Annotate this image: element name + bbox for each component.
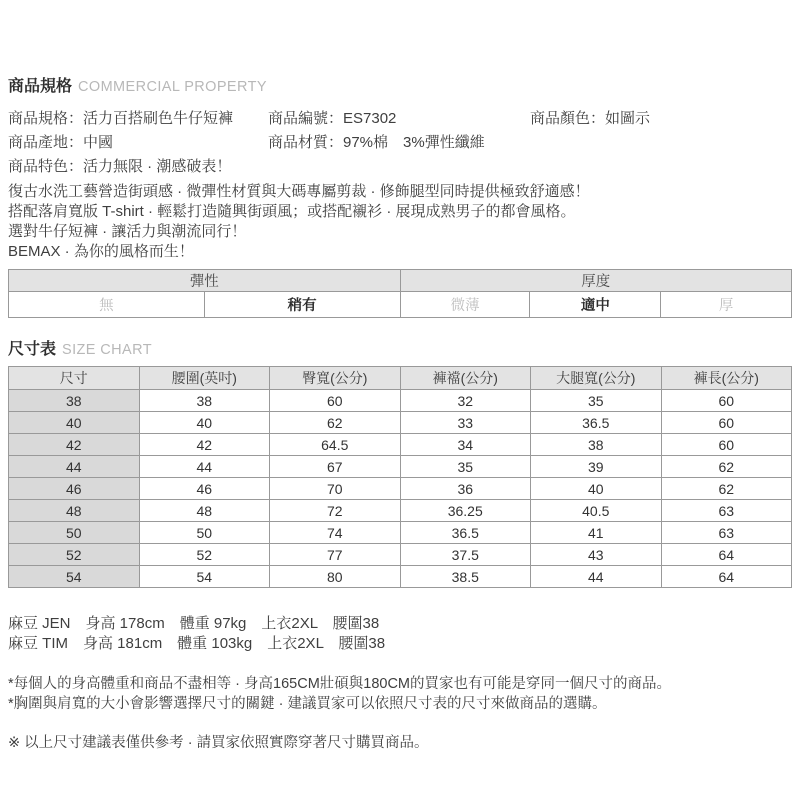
cell-size: 44 bbox=[9, 456, 140, 478]
elasticity-option-none: 無 bbox=[9, 292, 205, 318]
column-header-waist: 腰圍(英吋) bbox=[139, 367, 270, 390]
cell-length: 63 bbox=[661, 500, 792, 522]
cell-hip: 74 bbox=[270, 522, 401, 544]
cell-length: 60 bbox=[661, 390, 792, 412]
cell-size: 46 bbox=[9, 478, 140, 500]
cell-hip: 60 bbox=[270, 390, 401, 412]
model-info bbox=[8, 614, 792, 654]
size-row-44 bbox=[9, 456, 792, 478]
spec-product-origin: 商品產地：中國 bbox=[8, 133, 114, 151]
thickness-option-thin: 微薄 bbox=[400, 292, 530, 318]
cell-crotch: 36 bbox=[400, 478, 531, 500]
cell-size: 42 bbox=[9, 434, 140, 456]
cell-hip: 80 bbox=[270, 566, 401, 588]
attribute-header-row bbox=[9, 270, 792, 292]
cell-crotch: 33 bbox=[400, 412, 531, 434]
cell-thigh: 40.5 bbox=[531, 500, 662, 522]
cell-hip: 64.5 bbox=[270, 434, 401, 456]
section-title-zh: 商品規格 bbox=[8, 78, 73, 95]
cell-length: 60 bbox=[661, 412, 792, 434]
cell-thigh: 35 bbox=[531, 390, 662, 412]
size-row-52 bbox=[9, 544, 792, 566]
cell-length: 64 bbox=[661, 566, 792, 588]
cell-crotch: 36.25 bbox=[400, 500, 531, 522]
cell-size: 40 bbox=[9, 412, 140, 434]
cell-length: 62 bbox=[661, 478, 792, 500]
cell-hip: 72 bbox=[270, 500, 401, 522]
spec-product-color: 商品顏色：如圖示 bbox=[530, 109, 651, 127]
note-line: *每個人的身高體重和商品不盡相等 · 身高165CM壯碩與180CM的買家也有可能是穿同一個尺寸的商品。 bbox=[8, 676, 672, 692]
spec-product-material: 商品材質：97%棉 3%彈性纖維 bbox=[268, 133, 485, 151]
elasticity-header-cell: 彈性 bbox=[9, 270, 401, 292]
cell-length: 63 bbox=[661, 522, 792, 544]
spec-product-code: 商品編號：ES7302 bbox=[268, 109, 397, 127]
column-header-crotch: 褲襠(公分) bbox=[400, 367, 531, 390]
cell-length: 60 bbox=[661, 434, 792, 456]
cell-size: 48 bbox=[9, 500, 140, 522]
cell-crotch: 36.5 bbox=[400, 522, 531, 544]
cell-thigh: 36.5 bbox=[531, 412, 662, 434]
size-notes bbox=[8, 674, 792, 714]
cell-thigh: 39 bbox=[531, 456, 662, 478]
cell-waist: 50 bbox=[139, 522, 270, 544]
cell-waist: 42 bbox=[139, 434, 270, 456]
thickness-option-thick: 厚 bbox=[661, 292, 792, 318]
attribute-value-row bbox=[9, 292, 792, 318]
thickness-header-cell: 厚度 bbox=[400, 270, 792, 292]
cell-waist: 46 bbox=[139, 478, 270, 500]
cell-thigh: 44 bbox=[531, 566, 662, 588]
size-disclaimer: ※ 以上尺寸建議表僅供參考 · 請買家依照實際穿著尺寸購買商品。 bbox=[8, 735, 429, 751]
cell-hip: 77 bbox=[270, 544, 401, 566]
cell-waist: 54 bbox=[139, 566, 270, 588]
elasticity-option-slight: 稍有 bbox=[204, 292, 400, 318]
size-chart-title-zh: 尺寸表 bbox=[8, 341, 57, 358]
cell-crotch: 37.5 bbox=[400, 544, 531, 566]
size-chart-table bbox=[8, 366, 792, 588]
cell-waist: 48 bbox=[139, 500, 270, 522]
spec-product-feature: 商品特色：活力無限 · 潮感破表！ bbox=[8, 157, 232, 175]
column-header-hip: 臀寬(公分) bbox=[270, 367, 401, 390]
cell-hip: 67 bbox=[270, 456, 401, 478]
size-row-46 bbox=[9, 478, 792, 500]
cell-hip: 70 bbox=[270, 478, 401, 500]
size-chart-header-row bbox=[9, 367, 792, 390]
size-row-54 bbox=[9, 566, 792, 588]
cell-size: 38 bbox=[9, 390, 140, 412]
product-description bbox=[8, 182, 792, 262]
thickness-option-medium: 適中 bbox=[530, 292, 661, 318]
cell-size: 50 bbox=[9, 522, 140, 544]
cell-size: 52 bbox=[9, 544, 140, 566]
model-info-jen: 麻豆 JEN 身高 178cm 體重 97kg 上衣2XL 腰圍38 bbox=[8, 615, 380, 632]
description-line: 搭配落肩寬版 T-shirt · 輕鬆打造隨興街頭風；或搭配襯衫 · 展現成熟男子的都會風格。 bbox=[8, 203, 576, 220]
elasticity-thickness-table bbox=[8, 269, 792, 318]
cell-waist: 40 bbox=[139, 412, 270, 434]
cell-length: 64 bbox=[661, 544, 792, 566]
spec-product-name: 商品規格：活力百搭刷色牛仔短褲 bbox=[8, 109, 234, 127]
size-row-40 bbox=[9, 412, 792, 434]
column-header-length: 褲長(公分) bbox=[661, 367, 792, 390]
cell-crotch: 38.5 bbox=[400, 566, 531, 588]
cell-size: 54 bbox=[9, 566, 140, 588]
cell-thigh: 41 bbox=[531, 522, 662, 544]
product-spec-grid bbox=[8, 105, 792, 177]
description-line: 復古水洗工藝營造街頭感 · 微彈性材質與大碼專屬剪裁 · 修飾腿型同時提供極致舒適感！ bbox=[8, 183, 590, 200]
cell-waist: 38 bbox=[139, 390, 270, 412]
column-header-size: 尺寸 bbox=[9, 367, 140, 390]
size-chart-heading bbox=[8, 341, 792, 359]
description-line: BEMAX · 為你的風格而生！ bbox=[8, 243, 194, 260]
cell-hip: 62 bbox=[270, 412, 401, 434]
size-row-42 bbox=[9, 434, 792, 456]
cell-crotch: 32 bbox=[400, 390, 531, 412]
cell-thigh: 43 bbox=[531, 544, 662, 566]
size-chart-title-en: SIZE CHART bbox=[62, 342, 152, 358]
section-title-en: COMMERCIAL PROPERTY bbox=[78, 79, 267, 95]
cell-length: 62 bbox=[661, 456, 792, 478]
size-row-38 bbox=[9, 390, 792, 412]
cell-waist: 52 bbox=[139, 544, 270, 566]
size-row-48 bbox=[9, 500, 792, 522]
product-section-heading bbox=[8, 78, 792, 96]
cell-thigh: 40 bbox=[531, 478, 662, 500]
cell-crotch: 35 bbox=[400, 456, 531, 478]
column-header-thigh: 大腿寬(公分) bbox=[531, 367, 662, 390]
cell-waist: 44 bbox=[139, 456, 270, 478]
size-row-50 bbox=[9, 522, 792, 544]
cell-thigh: 38 bbox=[531, 434, 662, 456]
model-info-tim: 麻豆 TIM 身高 181cm 體重 103kg 上衣2XL 腰圍38 bbox=[8, 635, 386, 652]
note-line: *胸圍與肩寬的大小會影響選擇尺寸的關鍵 · 建議買家可以依照尺寸表的尺寸來做商品的選購。 bbox=[8, 696, 607, 712]
cell-crotch: 34 bbox=[400, 434, 531, 456]
description-line: 選對牛仔短褲 · 讓活力與潮流同行！ bbox=[8, 223, 247, 240]
